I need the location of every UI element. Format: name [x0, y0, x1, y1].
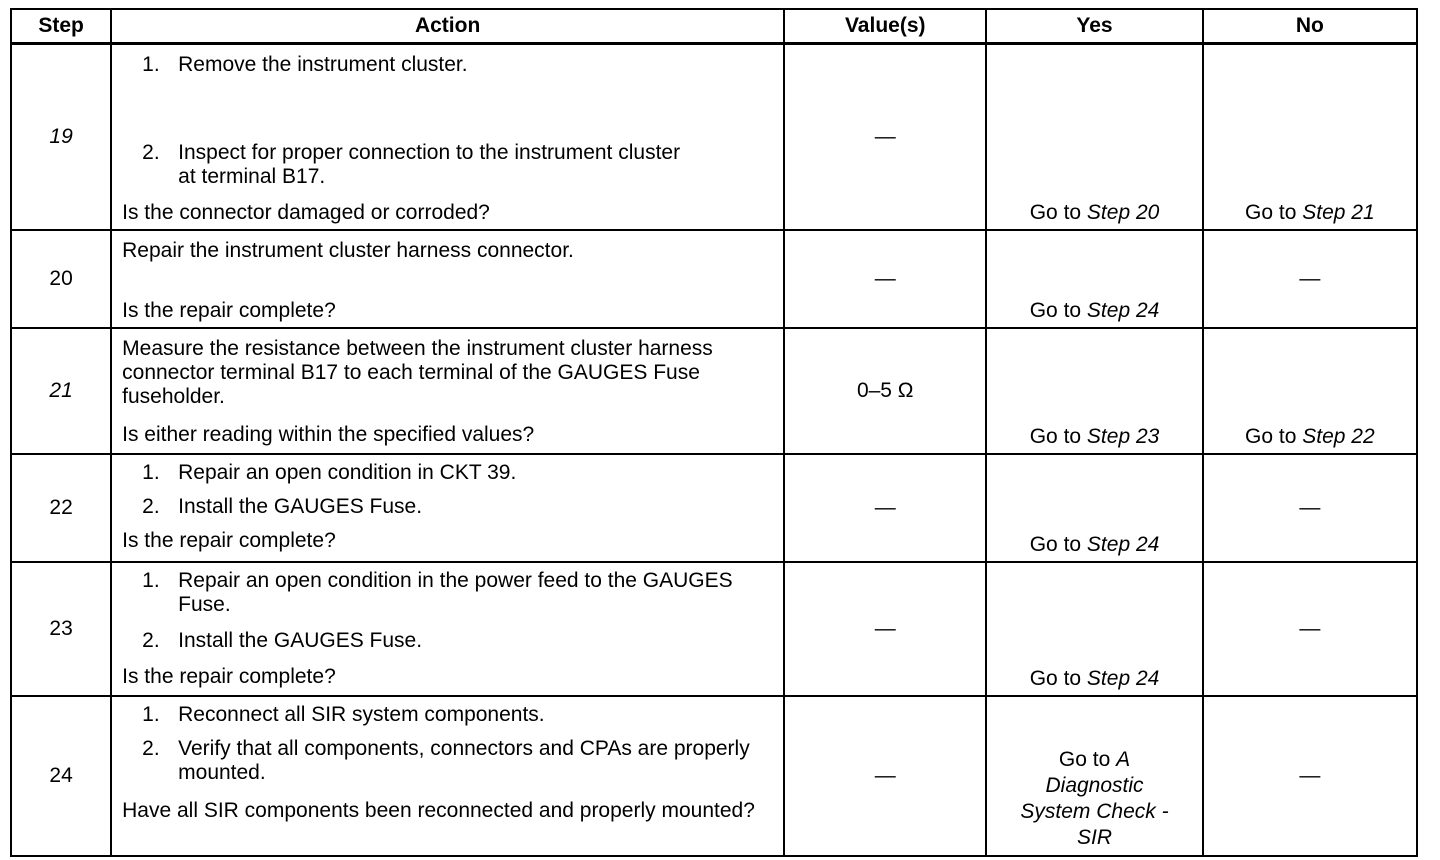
lead-text: Repair the instrument cluster harness connector.	[122, 238, 574, 262]
item-number: 2.	[142, 628, 160, 652]
no-cell: —	[1203, 696, 1417, 856]
diagnostic-table	[10, 8, 1418, 857]
goto-link[interactable]: Go to Step 24	[1029, 532, 1160, 556]
yes-cell	[986, 696, 1202, 856]
item-number: 1.	[142, 52, 160, 76]
header-action: Action	[111, 9, 784, 43]
table-row	[11, 562, 1417, 696]
item-number: 2.	[142, 736, 160, 760]
value-cell: —	[784, 562, 986, 696]
item-number: 1.	[142, 702, 160, 726]
action-cell	[111, 43, 784, 230]
list-item	[142, 703, 762, 727]
goto-link[interactable]: Go to Step 21	[1245, 200, 1375, 224]
value-cell: —	[784, 230, 986, 328]
header-step: Step	[11, 9, 111, 43]
action-cell	[111, 328, 784, 454]
goto-link[interactable]: Go to Step 23	[1029, 424, 1160, 448]
step-number: 22	[11, 454, 111, 562]
item-text: Repair an open condition in the power feed to the GAUGES Fuse.	[178, 568, 733, 616]
action-cell	[111, 562, 784, 696]
value-cell: —	[784, 696, 986, 856]
list-item	[142, 53, 762, 77]
list-item	[142, 569, 752, 617]
no-cell: —	[1203, 562, 1417, 696]
step-number: 19	[11, 43, 111, 230]
table-row	[11, 454, 1417, 562]
list-item	[142, 629, 762, 653]
goto-link[interactable]: Go to Step 22	[1245, 424, 1375, 448]
table-row	[11, 328, 1417, 454]
item-text: Verify that all components, connectors and CPAs are properly mounted.	[178, 736, 750, 784]
question-text: Is either reading within the specified values?	[122, 422, 535, 446]
yes-cell	[986, 328, 1202, 454]
header-yes: Yes	[986, 9, 1202, 43]
item-number: 1.	[142, 568, 160, 592]
list-item	[142, 141, 702, 189]
question-text: Is the connector damaged or corroded?	[122, 200, 490, 224]
list-item	[142, 461, 762, 485]
item-number: 2.	[142, 494, 160, 518]
item-number: 2.	[142, 140, 160, 164]
item-text: Inspect for proper connection to the instrument cluster at terminal B17.	[178, 140, 681, 188]
no-cell	[1203, 43, 1417, 230]
action-cell	[111, 696, 784, 856]
value-cell: —	[784, 43, 986, 230]
question-text: Is the repair complete?	[122, 298, 336, 322]
item-text: Reconnect all SIR system components.	[178, 702, 545, 726]
table-row	[11, 43, 1417, 230]
list-item	[142, 737, 762, 785]
table-row	[11, 696, 1417, 856]
question-text: Is the repair complete?	[122, 528, 336, 552]
step-number: 21	[11, 328, 111, 454]
question-text: Have all SIR components been reconnected and properly mounted?	[122, 798, 755, 822]
item-text: Repair an open condition in CKT 39.	[178, 460, 517, 484]
table-row	[11, 230, 1417, 328]
header-row	[11, 9, 1417, 43]
yes-cell	[986, 230, 1202, 328]
header-no: No	[1203, 9, 1417, 43]
step-number: 24	[11, 696, 111, 856]
action-cell	[111, 454, 784, 562]
yes-cell	[986, 454, 1202, 562]
list-item	[142, 495, 762, 519]
header-values: Value(s)	[784, 9, 986, 43]
goto-link[interactable]: Go to Step 24	[1029, 666, 1160, 690]
lead-text: Measure the resistance between the instrument cluster harness connector terminal B17 to each terminal of the GAUGES Fuse fuseholder.	[122, 336, 713, 408]
question-text: Is the repair complete?	[122, 664, 336, 688]
item-text: Install the GAUGES Fuse.	[178, 494, 423, 518]
value-cell: 0–5 Ω	[784, 328, 986, 454]
yes-cell	[986, 43, 1202, 230]
goto-link[interactable]: Go to Step 20	[1029, 200, 1160, 224]
item-text: Remove the instrument cluster.	[178, 52, 468, 76]
value-cell: —	[784, 454, 986, 562]
step-number: 20	[11, 230, 111, 328]
action-cell	[111, 230, 784, 328]
item-number: 1.	[142, 460, 160, 484]
no-cell: —	[1203, 454, 1417, 562]
goto-link[interactable]: Go to Step 24	[1029, 298, 1160, 322]
step-number: 23	[11, 562, 111, 696]
item-text: Install the GAUGES Fuse.	[178, 628, 423, 652]
yes-cell	[986, 562, 1202, 696]
goto-link[interactable]: Go to A Diagnostic System Check - SIR	[1020, 747, 1169, 849]
no-cell	[1203, 328, 1417, 454]
no-cell: —	[1203, 230, 1417, 328]
